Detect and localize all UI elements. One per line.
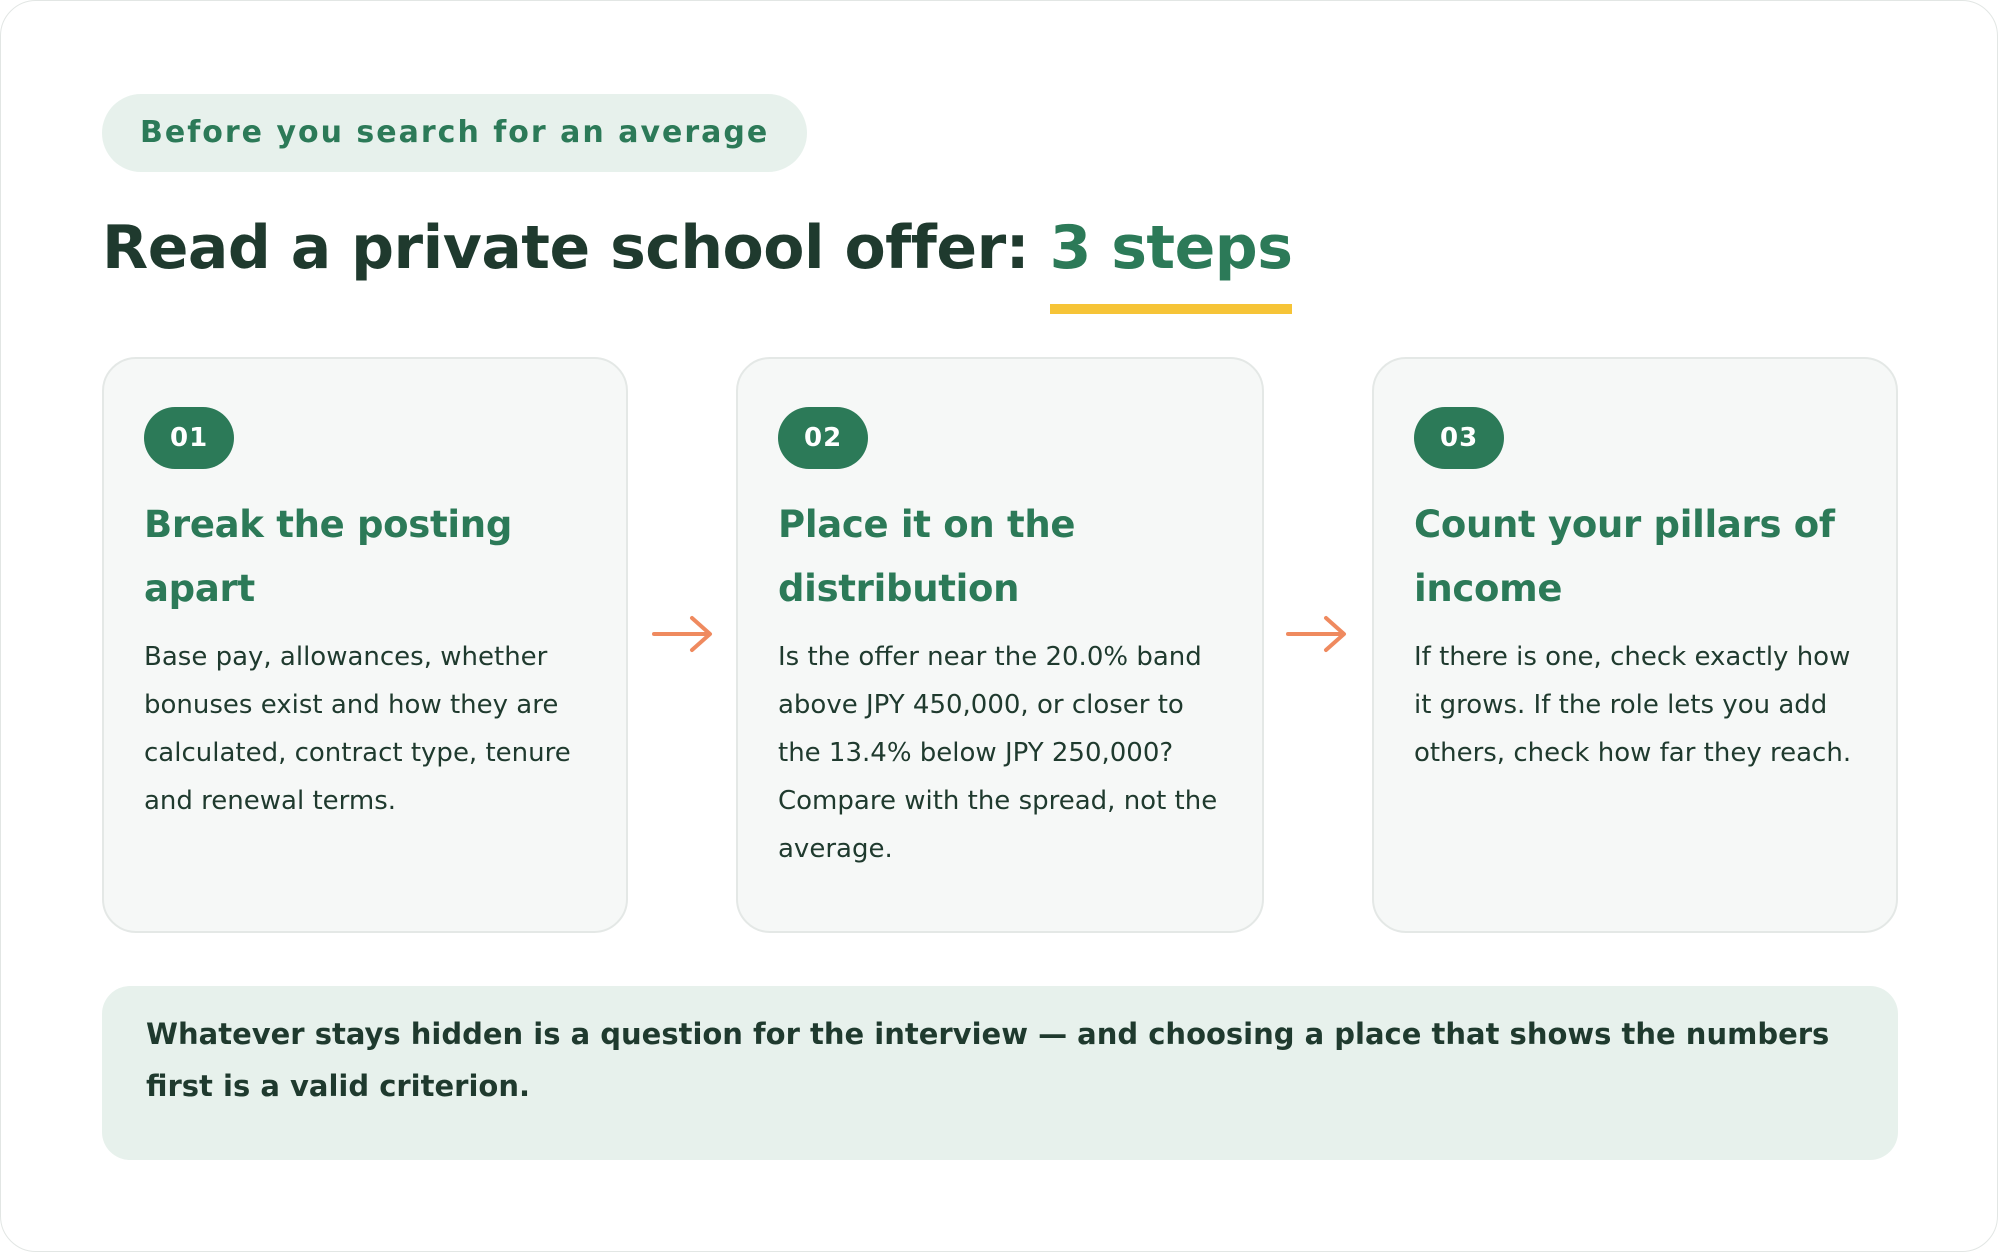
callout-note [102,986,1898,1160]
arrow-right-icon [652,614,714,654]
step-heading: Break the posting apart [144,503,513,610]
step-number-badge: 03 [1414,407,1504,469]
eyebrow-pill: Before you search for an average [102,94,807,172]
step-heading: Place it on the distribution [778,503,1076,610]
step-body: Is the offer near the 20.0% band above JPY 450,000, or closer to the 13.4% below JPY 250,000? Compare with the spread, not the average. [778,642,1218,864]
title-main: Read a private school offer: [102,213,1050,283]
step-body: Base pay, allowances, whether bonuses exist and how they are calculated, contract type, tenure and renewal terms. [144,642,571,816]
step-card-3 [1372,357,1898,933]
arrow-right-icon [1286,614,1348,654]
title-accent: 3 steps [1050,208,1293,288]
step-number-badge: 01 [144,407,234,469]
page-title [102,208,1292,288]
step-heading: Count your pillars of income [1414,503,1835,610]
step-card-2 [736,357,1264,933]
callout-text: Whatever stays hidden is a question for the interview — and choosing a place that shows the numbers first is a valid criterion. [146,1017,1830,1103]
step-card-1 [102,357,628,933]
step-body: If there is one, check exactly how it grows. If the role lets you add others, check how far they reach. [1414,642,1852,768]
step-number-badge: 02 [778,407,868,469]
